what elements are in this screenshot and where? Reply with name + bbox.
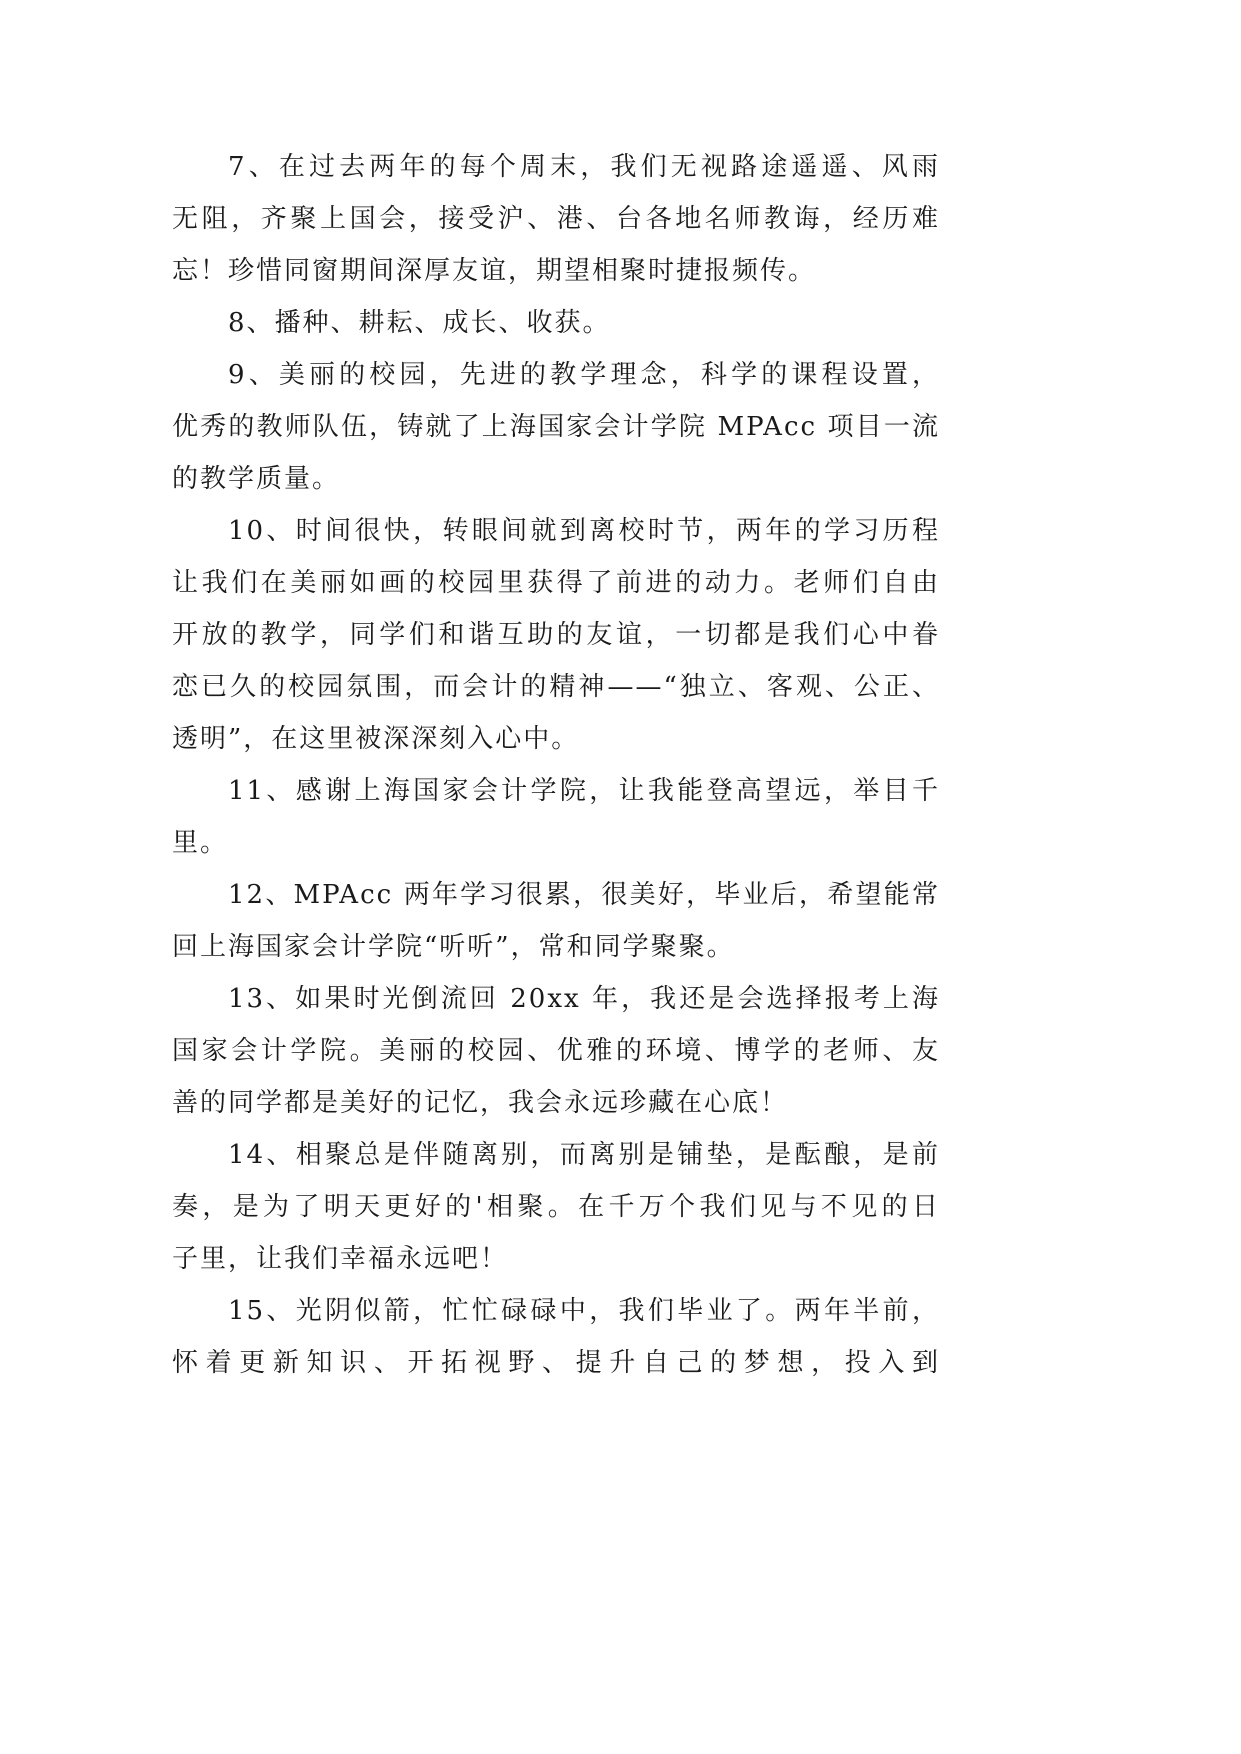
text-line: 7、在过去两年的每个周末，我们无视路途遥遥、风雨 [228, 152, 940, 182]
text-line: 优秀的教师队伍，铸就了上海国家会计学院 MPAcc 项目一流 [172, 412, 940, 442]
text-line: 让我们在美丽如画的校园里获得了前进的动力。老师们自由 [172, 568, 940, 598]
text-line: 9、美丽的校园，先进的教学理念，科学的课程设置， [228, 360, 940, 390]
paragraph [172, 1285, 940, 1389]
text-line: 13、如果时光倒流回 20xx 年，我还是会选择报考上海 [228, 984, 940, 1014]
text-line: 回上海国家会计学院“听听”，常和同学聚聚。 [172, 932, 735, 962]
paragraph [172, 297, 940, 349]
text-line: 10、时间很快，转眼间就到离校时节，两年的学习历程 [228, 516, 940, 546]
text-line: 里。 [172, 828, 229, 858]
paragraph [172, 1129, 940, 1285]
text-line: 11、感谢上海国家会计学院，让我能登高望远，举目千 [228, 776, 940, 806]
paragraph [172, 141, 940, 297]
text-line: 恋已久的校园氛围，而会计的精神——“独立、客观、公正、 [172, 672, 940, 702]
text-line: 怀着更新知识、开拓视野、提升自己的梦想，投入到 [172, 1348, 940, 1378]
paragraph [172, 973, 940, 1129]
text-line: 开放的教学，同学们和谐互助的友谊，一切都是我们心中眷 [172, 620, 940, 650]
text-line: 忘！珍惜同窗期间深厚友谊，期望相聚时捷报频传。 [172, 256, 817, 286]
paragraph [172, 765, 940, 869]
document-page [172, 141, 940, 1389]
text-line: 国家会计学院。美丽的校园、优雅的环境、博学的老师、友 [172, 1036, 940, 1066]
text-line: 14、相聚总是伴随离别，而离别是铺垫，是酝酿，是前 [228, 1140, 940, 1170]
paragraph [172, 349, 940, 505]
text-line: 透明”，在这里被深深刻入心中。 [172, 724, 580, 754]
paragraph [172, 505, 940, 765]
text-line: 的教学质量。 [172, 464, 341, 494]
text-line: 8、播种、耕耘、成长、收获。 [228, 308, 611, 338]
text-line: 15、光阴似箭，忙忙碌碌中，我们毕业了。两年半前， [228, 1296, 940, 1326]
text-line: 善的同学都是美好的记忆，我会永远珍藏在心底！ [172, 1088, 789, 1118]
text-line: 12、MPAcc 两年学习很累，很美好，毕业后，希望能常 [228, 880, 940, 910]
text-line: 子里，让我们幸福永远吧！ [172, 1244, 509, 1274]
text-line: 无阻，齐聚上国会，接受沪、港、台各地名师教诲，经历难 [172, 204, 940, 234]
text-line: 奏，是为了明天更好的'相聚。在千万个我们见与不见的日 [172, 1192, 940, 1222]
paragraph [172, 869, 940, 973]
